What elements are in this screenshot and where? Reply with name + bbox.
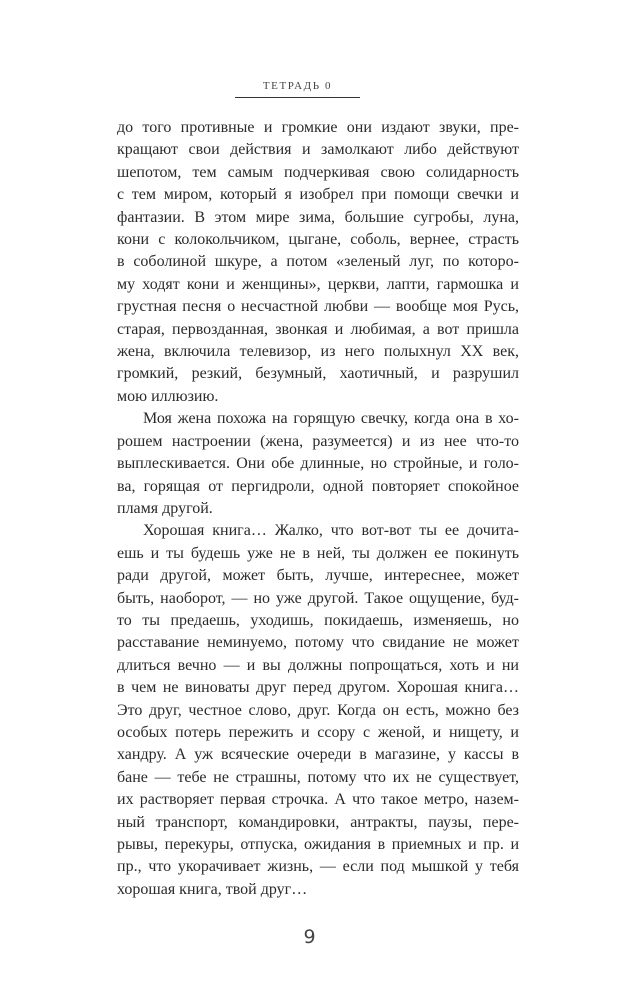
- text-line: выплескивается. Они обе длинные, но стройные, и голо-: [117, 455, 519, 473]
- text-line: Моя жена похожа на горящую свечку, когда она в хо-: [143, 410, 519, 428]
- text-line: пламя другой.: [117, 499, 213, 517]
- text-line: в соболиной шкуре, а потом «зеленый луг, по которо-: [117, 253, 519, 271]
- text-line: ва, горящая от пергидроли, одной повторяет спокойное: [117, 477, 519, 495]
- text-line: расставание неминуемо, потому что свидание не может: [117, 634, 519, 652]
- text-line: шепотом, тем самым подчеркивая свою солидарность: [117, 163, 519, 181]
- page-number: 9: [303, 926, 316, 949]
- text-line: ный транспорт, командировки, антракты, паузы, пере-: [117, 813, 519, 831]
- text-line: с тем миром, который я изобрел при помощи свечки и: [117, 186, 519, 204]
- text-line: мою иллюзию.: [117, 387, 219, 405]
- paragraph: [117, 117, 519, 408]
- text-line: то ты предаешь, уходишь, покидаешь, изменяешь, но: [117, 611, 519, 629]
- text-line: рывы, перекуры, отпуска, ожидания в приемных и пр. и: [117, 836, 519, 853]
- text-line: старая, первозданная, звонкая и любимая, а вот пришла: [117, 320, 519, 338]
- running-header: ТЕТРАДЬ 0: [235, 80, 360, 98]
- text-line: длиться вечно — и вы должны попрощаться, хоть и ни: [117, 656, 519, 674]
- text-line: кращают свои действия и замолкают либо действуют: [117, 141, 519, 159]
- text-line: Это друг, честное слово, друг. Когда он есть, можно без: [117, 701, 519, 719]
- text-line: хорошая книга, твой друг…: [117, 880, 308, 898]
- paragraph: [117, 520, 519, 901]
- text-line: ешь и ты будешь уже не в ней, ты должен ее покинуть: [117, 544, 519, 562]
- text-line: му ходят кони и женщины», церкви, лапти, гармошка и: [117, 275, 519, 293]
- text-line: хандру. А уж всяческие очереди в магазине, у кассы в: [117, 746, 519, 764]
- text-line: рошем настроении (жена, разумеется) и из нее что-то: [117, 432, 519, 450]
- text-line: до того противные и громкие они издают звуки, пре-: [117, 119, 519, 136]
- text-line: кони с колокольчиком, цыгане, соболь, вернее, страсть: [117, 231, 519, 249]
- text-line: грустная песня о несчастной любви — вообще моя Русь,: [117, 298, 519, 316]
- text-line: пр., что укорачивает жизнь, — если под мышкой у тебя: [117, 858, 519, 876]
- text-line: ради другой, может быть, лучше, интереснее, может: [117, 567, 519, 585]
- text-line: в чем не виноваты друг перед другом. Хорошая книга…: [117, 679, 519, 697]
- paragraph: [117, 408, 519, 520]
- text-line: особых потерь пережить и ссору с женой, и нищету, и: [117, 723, 519, 741]
- text-line: быть, наоборот, — но уже другой. Такое ощущение, буд-: [117, 589, 519, 607]
- text-line: фантазии. В этом мире зима, большие сугробы, луна,: [117, 208, 519, 226]
- text-line: их растворяет первая строчка. А что такое метро, назем-: [117, 791, 519, 809]
- text-line: жена, включила телевизор, из него полыхнул XX век,: [117, 343, 519, 361]
- text-line: громкий, резкий, безумный, хаотичный, и разрушил: [117, 365, 519, 383]
- text-line: Хорошая книга… Жалко, что вот-вот ты ее дочита-: [143, 522, 519, 540]
- page-body-text: [117, 0, 519, 901]
- text-line: бане — тебе не страшны, потому что их не существует,: [117, 768, 519, 786]
